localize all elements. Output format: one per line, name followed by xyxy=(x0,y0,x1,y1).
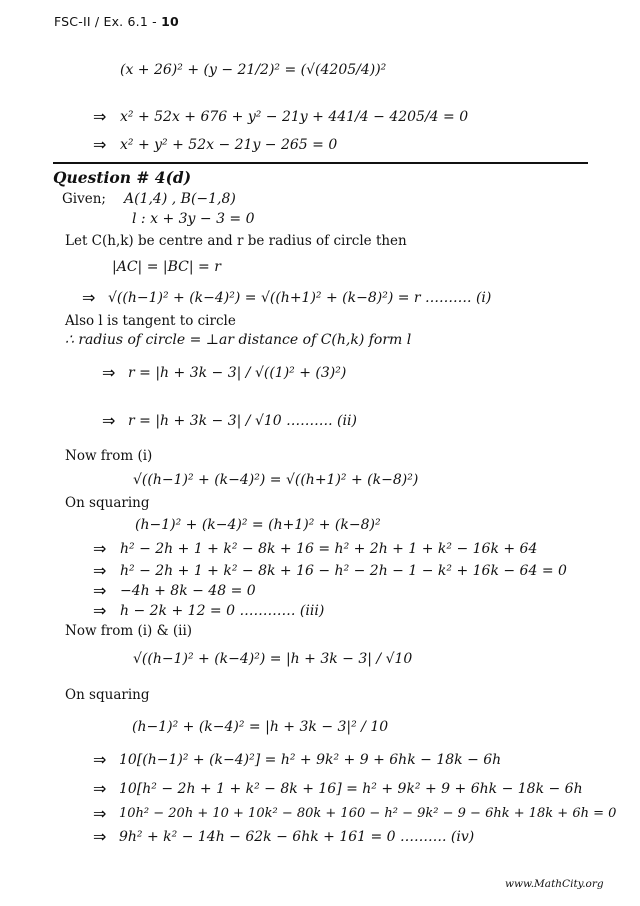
section-divider xyxy=(53,162,588,164)
implies-arrow: ⇒ xyxy=(93,581,107,600)
implies-arrow: ⇒ xyxy=(102,363,116,382)
implies-arrow: ⇒ xyxy=(93,107,107,126)
equation-line: (h−1)² + (k−4)² = (h+1)² + (k−8)² xyxy=(135,517,381,533)
text-line: Now from (i) & (ii) xyxy=(65,623,193,639)
given-label: Given; xyxy=(62,191,106,207)
equation-line: h − 2k + 12 = 0 ………… (iii) xyxy=(120,603,325,619)
text-line: ∴ radius of circle = ⊥ar distance of C(h,k) form l xyxy=(65,332,412,348)
equation-line: (h−1)² + (k−4)² = |h + 3k − 3|² / 10 xyxy=(132,719,389,735)
implies-arrow: ⇒ xyxy=(93,804,107,823)
equation-line: 10[h² − 2h + 1 + k² − 8k + 16] = h² + 9k² + 9 + 6hk − 18k − 6h xyxy=(119,781,583,797)
text-line: Now from (i) xyxy=(65,448,153,464)
implies-arrow: ⇒ xyxy=(93,779,107,798)
footer-link[interactable]: www.MathCity.org xyxy=(505,878,604,890)
equation-line: h² − 2h + 1 + k² − 8k + 16 = h² + 2h + 1 + k² − 16k + 64 xyxy=(120,541,538,557)
header-prefix: FSC-II / Ex. 6.1 - xyxy=(54,14,162,29)
equation-line: 9h² + k² − 14h − 62k − 6hk + 161 = 0 ………. (iv) xyxy=(119,829,475,845)
equation-line: x² + 52x + 676 + y² − 21y + 441/4 − 4205/4 = 0 xyxy=(120,109,469,125)
given-line: l : x + 3y − 3 = 0 xyxy=(132,211,255,227)
equation-line: |AC| = |BC| = r xyxy=(112,259,221,275)
text-line: On squaring xyxy=(65,687,150,703)
implies-arrow: ⇒ xyxy=(93,750,107,769)
text-line: Also l is tangent to circle xyxy=(65,313,236,329)
equation-line: x² + y² + 52x − 21y − 265 = 0 xyxy=(120,137,338,153)
page-header xyxy=(54,14,179,29)
implies-arrow: ⇒ xyxy=(102,411,116,430)
header-page-number: 10 xyxy=(161,14,179,29)
implies-arrow: ⇒ xyxy=(82,288,96,307)
equation-line: r = |h + 3k − 3| / √10 ………. (ii) xyxy=(128,413,357,429)
equation-line: √((h−1)² + (k−4)²) = √((h+1)² + (k−8)²) xyxy=(133,472,419,488)
implies-arrow: ⇒ xyxy=(93,827,107,846)
equation-line: r = |h + 3k − 3| / √((1)² + (3)²) xyxy=(128,365,347,381)
implies-arrow: ⇒ xyxy=(93,539,107,558)
equation-line: √((h−1)² + (k−4)²) = |h + 3k − 3| / √10 xyxy=(133,651,413,667)
implies-arrow: ⇒ xyxy=(93,135,107,154)
equation-line: √((h−1)² + (k−4)²) = √((h+1)² + (k−8)²) = r ………. (i) xyxy=(108,290,492,306)
equation-line: (x + 26)² + (y − 21/2)² = (√(4205/4))² xyxy=(120,62,387,78)
equation-line: 10[(h−1)² + (k−4)²] = h² + 9k² + 9 + 6hk − 18k − 6h xyxy=(119,752,502,768)
text-line: Let C(h,k) be centre and r be radius of circle then xyxy=(65,233,407,249)
text-line: On squaring xyxy=(65,495,150,511)
implies-arrow: ⇒ xyxy=(93,601,107,620)
equation-line: 10h² − 20h + 10 + 10k² − 80k + 160 − h² − 9k² − 9 − 6hk + 18k + 6h = 0 xyxy=(119,806,617,821)
given-points: A(1,4) , B(−1,8) xyxy=(124,191,236,207)
implies-arrow: ⇒ xyxy=(93,561,107,580)
equation-line: h² − 2h + 1 + k² − 8k + 16 − h² − 2h − 1 − k² + 16k − 64 = 0 xyxy=(120,563,567,579)
equation-line: −4h + 8k − 48 = 0 xyxy=(120,583,256,599)
question-heading: Question # 4(d) xyxy=(53,168,192,187)
